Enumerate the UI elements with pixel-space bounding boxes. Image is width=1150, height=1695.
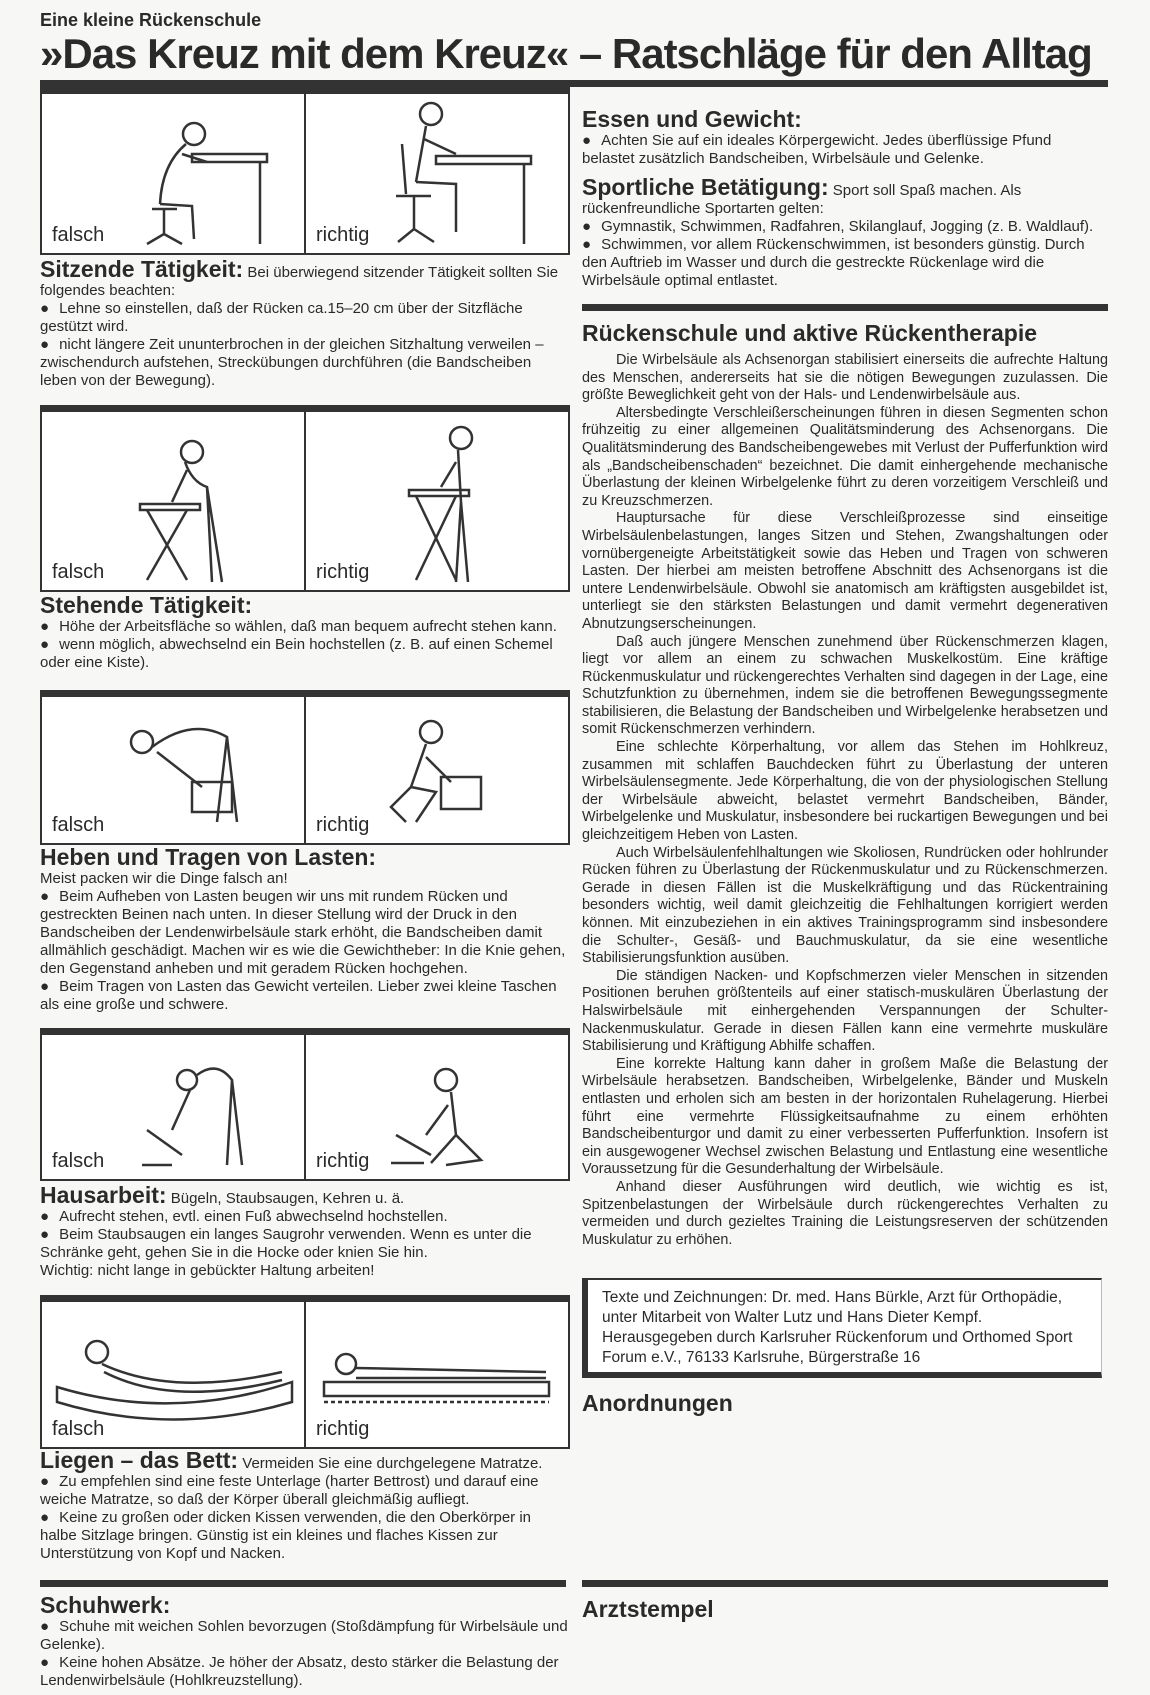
- therapy-paragraph-7: Die ständigen Nacken- und Kopfschmerzen vieler Menschen in sitzenden Positionen beruhen größtenteils auf einer statisch-muskulären Überlastung der Halswirbelsäule mit einhergehenden Verspannungen der Schulter-Nackenmuskulatur. Gerade in diesen Fällen kann eine vermehrte muskuläre Stabilisierung und Kräftigung Abhilfe schaffen.: [582, 967, 1108, 1055]
- therapy-paragraph-4: Daß auch jüngere Menschen zunehmend über Rückenschmerzen klagen, liegt vor allem an einem zu schwachen Muskelkostüm. Eine kräftige Rückenmuskulatur und rückengerechtes Verhalten sind dagegen in der Lage, eine Schutzfunktion zu übernehmen, indem sie die betroffenen Bewegungssegmente stabilisieren, die Belastung der Bandscheiben und Wirbelgelenke herabsetzen und somit Rückenschmerzen verhindern.: [582, 633, 1108, 738]
- lifting-right-label: richtig: [316, 814, 370, 836]
- lifting-wrong-cell: [42, 697, 304, 843]
- shoes-heading: Schuhwerk:: [40, 1592, 171, 1618]
- lying-illustration: [40, 1295, 570, 1449]
- title-rule: [40, 80, 1108, 87]
- housework-wrong-cell: [42, 1035, 304, 1179]
- food-bullet-1: ● Achten Sie auf ein ideales Körpergewicht. Jedes überflüssige Pfund belastet zusätzlich Bandscheiben, Wirbelsäule und Gelenke.: [582, 132, 1108, 168]
- credits-line-3: Herausgegeben durch Karlsruher Rückenforum und Orthomed Sport: [602, 1329, 1073, 1346]
- therapy-paragraph-3: Hauptursache für diese Verschleißprozesse sind einseitige Wirbelsäulenbelastungen, langes Sitzen und Stehen, Zwangshaltungen oder vornübergeneigte Arbeitstätigkeit sowie das Heben und Tragen von schweren Lasten. Der hierbei am meisten betroffene Abschnitt des Achsenorgans ist die untere Lendenwirbelsäule. Obwohl sie anatomisch am kräftigsten ausgebildet ist, unterliegt sie den stärksten Belastungen und damit vermehrt degenerativen Abnutzungserscheinungen.: [582, 510, 1108, 632]
- credits-line-2: unter Mitarbeit von Walter Lutz und Hans Dieter Kempf.: [602, 1309, 983, 1326]
- standing-bullet-2: ● wenn möglich, abwechselnd ein Bein hochstellen (z. B. auf einen Schemel oder eine Kiste).: [40, 636, 570, 672]
- standing-wrong-cell: [42, 412, 304, 590]
- lying-wrong-cell: [42, 1302, 304, 1447]
- housework-bullet-1: ● Aufrecht stehen, evtl. einen Fuß abwechselnd hochstellen.: [40, 1208, 570, 1226]
- lifting-section: [40, 844, 570, 1014]
- standing-right-cell: [304, 412, 568, 590]
- therapy-paragraph-8: Eine korrekte Haltung kann daher in großem Maße die Belastung der Wirbelsäule herabsetzen. Bandscheiben, Wirbelgelenke, Bänder und Muskeln entlasten und erholen sich am besten in der horizontalen Ruhelagerung. Hierbei führt eine vermehrte Flüssigkeitsaufnahme zu einem erhöhten Bandscheibenturgor und damit zu einer verbesserten Pufferfunktion. Insofern ist ein ausgewogener Wechsel zwischen Belastung und Entlastung eine wesentliche Voraussetzung für die Gesunderhaltung der Wirbelsäule.: [582, 1055, 1108, 1178]
- credits-box: [582, 1278, 1102, 1378]
- lifting-intro: Meist packen wir die Dinge falsch an!: [40, 870, 288, 887]
- housework-right-label: richtig: [316, 1150, 370, 1172]
- lying-heading: Liegen – das Bett:: [40, 1447, 239, 1473]
- lifting-illustration: [40, 690, 570, 845]
- standing-bullet-1: ● Höhe der Arbeitsfläche so wählen, daß man bequem aufrecht stehen kann.: [40, 618, 570, 636]
- lying-intro: Vermeiden Sie eine durchgelegene Matratze.: [242, 1455, 543, 1472]
- lifting-wrong-label: falsch: [52, 814, 105, 836]
- food-section: [582, 106, 1108, 168]
- standing-wrong-label: falsch: [52, 561, 105, 583]
- therapy-paragraph-1: Die Wirbelsäule als Achsenorgan stabilisiert einerseits die aufrechte Haltung des Menschen, andererseits hat sie die nötigen Bewegungen zuzulassen. Die größte Beweglichkeit geht von der Hals- und Lendenwirbelsäule aus.: [582, 352, 1108, 404]
- sitting-bullet-1: ● Lehne so einstellen, daß der Rücken ca.15–20 cm über der Sitzfläche gestützt wird.: [40, 300, 570, 336]
- sitting-intro: Bei überwiegend sitzender Tätigkeit sollten Sie folgendes beachten:: [40, 264, 559, 299]
- sport-bullet-1: ● Gymnastik, Schwimmen, Radfahren, Skilanglauf, Jogging (z. B. Waldlauf).: [582, 218, 1108, 236]
- therapy-rule: [582, 304, 1108, 311]
- lying-bullet-1: ● Zu empfehlen sind eine feste Unterlage (harter Bettrost) und darauf eine weiche Matratze, so daß der Körper überall gleichmäßig aufliegt.: [40, 1473, 570, 1509]
- credits-line-1: Texte und Zeichnungen: Dr. med. Hans Bürkle, Arzt für Orthopädie,: [602, 1289, 1063, 1306]
- orders-heading: Anordnungen: [582, 1390, 733, 1416]
- therapy-paragraph-9: Anhand dieser Ausführungen wird deutlich, wie wichtig es ist, Spitzenbelastungen der Wirbelsäule durch rückengerechtes Verhalten zu vermeiden und durch gezieltes Training die Leistungsreserven der schützenden Muskulatur zu erhöhen.: [582, 1178, 1108, 1248]
- therapy-section: [582, 320, 1108, 1249]
- shoes-bullet-2: ● Keine hohen Absätze. Je höher der Absatz, desto stärker die Belastung der Lendenwirbelsäule (Hohlkreuzstellung).: [40, 1654, 570, 1690]
- lying-right-cell: [304, 1302, 568, 1447]
- housework-note: Wichtig: nicht lange in gebückter Haltung arbeiten!: [40, 1262, 375, 1279]
- therapy-paragraph-5: Eine schlechte Körperhaltung, vor allem das Stehen im Hohlkreuz, zusammen mit schlaffen Bauchdecken führt zu Überlastung der unteren Wirbelsäulensegmente. Jede Körperhaltung, die von der physiologischen Stellung der Wirbelsäule abweicht, belastet vermehrt Bandscheiben, Bänder, Wirbelgelenke und Muskulatur, insbesondere bei ruckartigen Bewegungen und bei gleichzeitigem Heben von Lasten.: [582, 739, 1108, 844]
- page-title: »Das Kreuz mit dem Kreuz« – Ratschläge für den Alltag: [40, 30, 1092, 77]
- therapy-paragraph-6: Auch Wirbelsäulenfehlhaltungen wie Skoliosen, Rundrücken oder hohlrunder Rücken führen zu Überlastung der Rückenmuskulatur und zu Rückenschmerzen. Gerade in diesen Fällen ist die Muskelkräftigung und das Rückentraining besonders wichtig, weil damit gleichzeitig die Fehlhaltungen korrigiert werden können. Mit einzubeziehen in ein aktives Trainingsprogramm sind insbesondere die Schulter-, Gesäß- und Bauchmuskulatur, da sie eine wesentliche Stabilisierungsfunktion ausüben.: [582, 844, 1108, 967]
- shoes-bullet-1: ● Schuhe mit weichen Sohlen bevorzugen (Stoßdämpfung für Wirbelsäule und Gelenke).: [40, 1618, 570, 1654]
- sitting-wrong-label: falsch: [52, 224, 105, 246]
- sitting-heading: Sitzende Tätigkeit:: [40, 256, 244, 282]
- housework-right-cell: [304, 1035, 568, 1179]
- therapy-heading: Rückenschule und aktive Rückentherapie: [582, 320, 1038, 346]
- sport-intro: Sport soll Spaß machen. Als rückenfreundliche Sportarten gelten:: [582, 182, 1022, 217]
- therapy-paragraph-2: Altersbedingte Verschleißerscheinungen führen in diesen Segmenten schon frühzeitig zu einer allgemeinen Qualitätsminderung des Achsenorgans. Die Qualitätsminderung des Bandscheibengewebes mit Verlust der Pufferfunktion wird als „Bandscheibenschaden“ bezeichnet. Die damit einhergehende mechanische Überlastung der kleinen Wirbelgelenke führt zu deren vorzeitigem Verschleiß und zu Kreuzschmerzen.: [582, 404, 1108, 509]
- sitting-right-label: richtig: [316, 224, 370, 246]
- lifting-bullet-1: ● Beim Aufheben von Lasten beugen wir uns mit rundem Rücken und gestreckten Beinen nach unten. In dieser Stellung wird der Druck in den Bandscheiben der Lendenwirbelsäule stark erhöht, die Bandscheiben damit allmählich geschädigt. Machen wir es wie die Gewichtheber: In die Knie gehen, den Gegenstand anheben und mit geradem Rücken hochgehen.: [40, 888, 570, 978]
- sport-section: [582, 174, 1108, 290]
- stamp-heading: Arztstempel: [582, 1596, 714, 1622]
- food-heading: Essen und Gewicht:: [582, 106, 802, 132]
- shoes-section: [40, 1592, 570, 1690]
- stamp-rule: [582, 1580, 1108, 1587]
- kicker: Eine kleine Rückenschule: [40, 10, 262, 30]
- housework-section: [40, 1182, 570, 1280]
- credits-line-4: Forum e.V., 76133 Karlsruhe, Bürgerstraße 16: [602, 1349, 921, 1366]
- standing-section: [40, 592, 570, 672]
- sitting-wrong-cell: [42, 94, 304, 253]
- lying-right-label: richtig: [316, 1418, 370, 1440]
- housework-intro: Bügeln, Staubsaugen, Kehren u. ä.: [170, 1190, 405, 1207]
- sport-heading: Sportliche Betätigung:: [582, 174, 829, 200]
- sitting-section: [40, 256, 570, 390]
- therapy-body: [582, 352, 1108, 1249]
- housework-illustration: [40, 1028, 570, 1181]
- housework-bullet-2: ● Beim Staubsaugen ein langes Saugrohr verwenden. Wenn es unter die Schränke geht, gehen Sie in die Hocke oder knien Sie hin.: [40, 1226, 570, 1262]
- standing-illustration: [40, 405, 570, 592]
- standing-right-label: richtig: [316, 561, 370, 583]
- lying-section: [40, 1447, 570, 1563]
- sport-bullet-2: ● Schwimmen, vor allem Rückenschwimmen, ist besonders günstig. Durch den Auftrieb im Wasser und durch die gestreckte Rückenlage wird die Wirbelsäule optimal entlastet.: [582, 236, 1108, 290]
- lifting-bullet-2: ● Beim Tragen von Lasten das Gewicht verteilen. Lieber zwei kleine Taschen als eine große und schwere.: [40, 978, 570, 1014]
- sitting-bullet-2: ● nicht längere Zeit ununterbrochen in der gleichen Sitzhaltung verweilen – zwischendurch aufstehen, Streckübungen durchführen (die Bandscheiben leben von der Bewegung).: [40, 336, 570, 390]
- housework-heading: Hausarbeit:: [40, 1182, 167, 1208]
- standing-heading: Stehende Tätigkeit:: [40, 592, 253, 618]
- lifting-right-cell: [304, 697, 568, 843]
- housework-wrong-label: falsch: [52, 1150, 105, 1172]
- sitting-right-cell: [304, 94, 568, 253]
- lying-bullet-2: ● Keine zu großen oder dicken Kissen verwenden, die den Oberkörper in halbe Sitzlage bringen. Günstig ist ein kleines und flaches Kissen zur Unterstützung von Kopf und Nacken.: [40, 1509, 570, 1563]
- lifting-heading: Heben und Tragen von Lasten:: [40, 844, 377, 870]
- lying-wrong-label: falsch: [52, 1418, 105, 1440]
- shoes-rule: [40, 1580, 566, 1587]
- sitting-illustration: [40, 87, 570, 255]
